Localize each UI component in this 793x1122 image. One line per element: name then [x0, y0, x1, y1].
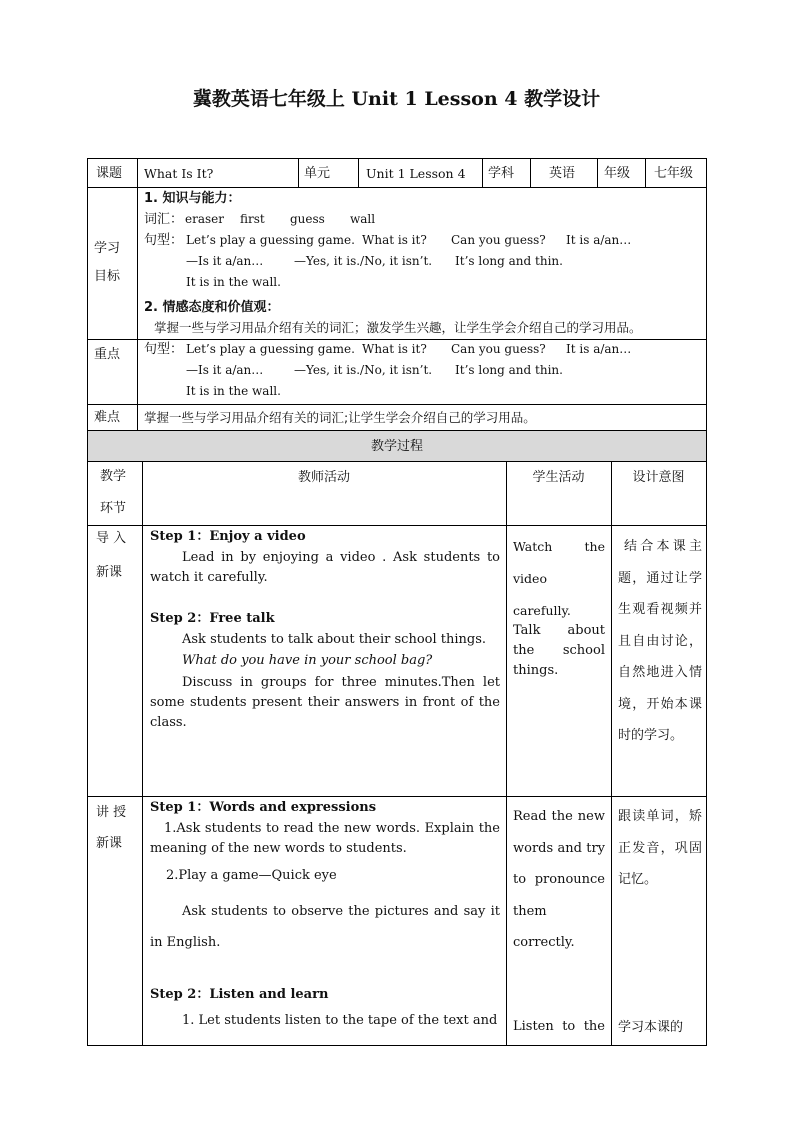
grade-label: 年级 [604, 166, 631, 181]
col-student: 学生活动 [532, 470, 585, 485]
process-banner: 教学过程 [370, 439, 423, 454]
sentence-pattern: —Yes, it is./No, it isn’t. [294, 254, 433, 268]
sentence-pattern: What is it? [362, 342, 427, 356]
sentence-pattern: It is in the wall. [186, 275, 281, 289]
sentence-pattern: It is a/an… [566, 342, 632, 356]
teach-step1-text: 1.Ask students to read the new words. Explain the meaning of the new words to students. [150, 821, 500, 856]
objectives-heading-1: 1. 知识与能力： [144, 191, 241, 206]
sentence-pattern: Can you guess? [451, 342, 546, 356]
objectives-heading-2: 2. 情感态度和价值观： [144, 300, 280, 315]
difficulty-text: 掌握一些与学习用品介绍有关的词汇;让学生学会介绍自己的学习用品。 [144, 410, 536, 425]
difficulty-label: 难点 [94, 410, 121, 425]
intro-student-2: Talk about the school things. [513, 623, 605, 678]
teach-student-1: Read the new words and try to pronounce them correctly. [513, 809, 605, 950]
lesson-plan-table [87, 158, 707, 1046]
sentence-pattern: Let’s play a guessing game. [186, 342, 355, 356]
page-title: 冀教英语七年级上 Unit 1 Lesson 4 教学设计 [192, 88, 601, 110]
col-stage-2: 环节 [100, 501, 127, 516]
sentence-pattern: It’s long and thin. [455, 363, 563, 377]
sentence-label: 句型： [144, 233, 184, 248]
objectives-label-2: 目标 [94, 269, 121, 284]
topic-value: What Is It? [144, 166, 214, 181]
sentence-pattern: —Is it a/an… [186, 254, 264, 268]
intro-intent: 结合本课主题，通过让学生观看视频并且自由讨论，自然地进入情境，开始本课时的学习。 [618, 539, 702, 743]
attitude-text: 掌握一些与学习用品介绍有关的词汇；激发学生兴趣，让学生学会介绍自己的学习用品。 [154, 320, 642, 335]
vocab-word: first [240, 212, 265, 226]
topic-label: 课题 [96, 166, 123, 181]
teach-intent-1: 跟读单词，矫正发音，巩固记忆。 [618, 809, 702, 887]
subject-value: 英语 [549, 166, 576, 181]
sentence-pattern: Can you guess? [451, 233, 546, 247]
intro-step2-line1: Ask students to talk about their school things. [182, 632, 487, 647]
teach-stage-2: 新课 [96, 836, 123, 851]
teach-step1-title: Step 1：Words and expressions [150, 800, 377, 815]
intro-step2-text: Discuss in groups for three minutes.Then let some students present their answers in front of the class. [150, 675, 500, 730]
col-stage-1: 教学 [100, 469, 127, 484]
sentence-pattern: It is in the wall. [186, 384, 281, 398]
sentence-pattern: It is a/an… [566, 233, 632, 247]
teach-step2-text: 1. Let students listen to the tape of the text and [182, 1013, 498, 1028]
teach-step1-observe: Ask students to observe the pictures and say it in English. [150, 904, 500, 950]
vocab-label: 词汇： [144, 212, 184, 227]
col-teacher: 教师活动 [297, 470, 350, 485]
intro-step2-line2: What do you have in your school bag? [182, 653, 433, 668]
sentence-label: 句型： [144, 342, 184, 357]
teach-intent-2: 学习本课的 [618, 1020, 684, 1035]
teach-step2-title: Step 2：Listen and learn [150, 987, 329, 1002]
intro-step2-title: Step 2：Free talk [150, 611, 275, 626]
sentence-pattern: —Is it a/an… [186, 363, 264, 377]
intro-step1-title: Step 1：Enjoy a video [150, 529, 306, 544]
sentence-pattern: It’s long and thin. [455, 254, 563, 268]
unit-label: 单元 [304, 166, 331, 181]
teach-step1-game: 2.Play a game—Quick eye [166, 868, 337, 883]
vocab-word: eraser [185, 212, 224, 226]
vocab-word: wall [350, 212, 376, 226]
subject-label: 学科 [488, 166, 515, 181]
sentence-pattern: —Yes, it is./No, it isn’t. [294, 363, 433, 377]
teach-student-2: Listen to the [513, 1019, 605, 1034]
teach-stage-1: 讲 授 [96, 805, 127, 820]
sentence-pattern: What is it? [362, 233, 427, 247]
intro-stage-1: 导 入 [96, 531, 127, 546]
grade-value: 七年级 [654, 166, 694, 181]
sentence-pattern: Let’s play a guessing game. [186, 233, 355, 247]
col-intent: 设计意图 [632, 470, 685, 485]
unit-value: Unit 1 Lesson 4 [366, 166, 466, 181]
intro-step1-text: Lead in by enjoying a video . Ask students to watch it carefully. [150, 550, 500, 585]
intro-student-1: Watch the video carefully. [513, 539, 605, 618]
vocab-word: guess [290, 212, 325, 226]
objectives-label-1: 学习 [94, 241, 121, 256]
key-label: 重点 [94, 347, 121, 362]
intro-stage-2: 新课 [96, 565, 123, 580]
